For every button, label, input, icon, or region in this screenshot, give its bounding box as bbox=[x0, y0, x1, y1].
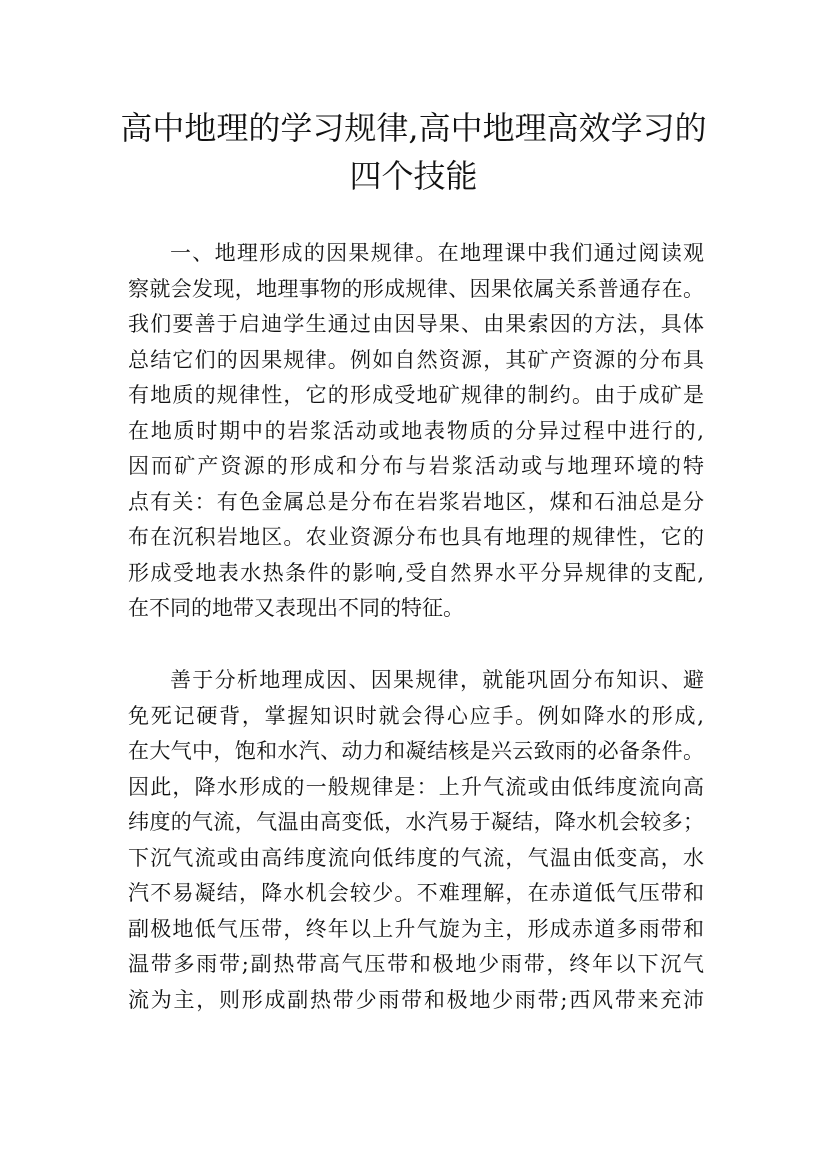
paragraph-line: 流为主，则形成副热带少雨带和极地少雨带;西风带来充沛 bbox=[128, 987, 704, 1012]
paragraph-precipitation bbox=[128, 663, 704, 1018]
paragraph-line: 布在沉积岩地区。农业资源分布也具有地理的规律性，它的 bbox=[128, 525, 704, 549]
paragraph-line: 有地质的规律性，它的形成受地矿规律的制约。由于成矿是 bbox=[128, 383, 704, 407]
paragraph-line: 汽不易凝结，降水机会较少。不难理解，在赤道低气压带和 bbox=[128, 881, 704, 905]
paragraph-line: 在地质时期中的岩浆活动或地表物质的分异过程中进行的, bbox=[128, 418, 704, 443]
paragraph-line: 总结它们的因果规律。例如自然资源，其矿产资源的分布具 bbox=[128, 347, 704, 372]
paragraph-line: 形成受地表水热条件的影响,受自然界水平分异规律的支配, bbox=[128, 560, 704, 585]
paragraph-line: 副极地低气压带，终年以上升气旋为主，形成赤道多雨带和 bbox=[128, 916, 704, 941]
paragraph-line: 我们要善于启迪学生通过由因导果、由果索因的方法，具体 bbox=[128, 312, 704, 336]
paragraph-line: 因此，降水形成的一般规律是：上升气流或由低纬度流向高 bbox=[128, 774, 704, 799]
paragraph-causal-laws bbox=[128, 236, 704, 627]
paragraph-line: 点有关：有色金属总是分布在岩浆岩地区，煤和石油总是分 bbox=[128, 489, 704, 514]
paragraph-line: 因而矿产资源的形成和分布与岩浆活动或与地理环境的特 bbox=[128, 454, 704, 478]
paragraph-line: 一、地理形成的因果规律。在地理课中我们通过阅读观 bbox=[170, 241, 704, 265]
paragraph-line: 善于分析地理成因、因果规律，就能巩固分布知识、避 bbox=[170, 668, 704, 692]
title-line: 高中地理的学习规律,高中地理高效学习的 bbox=[120, 109, 707, 147]
paragraph-line: 免死记硬背，掌握知识时就会得心应手。例如降水的形成, bbox=[128, 703, 704, 728]
paragraph-line: 纬度的气流，气温由高变低，水汽易于凝结，降水机会较多； bbox=[128, 810, 704, 834]
paragraph-line: 温带多雨带;副热带高气压带和极地少雨带，终年以下沉气 bbox=[128, 952, 704, 976]
paragraph-line: 察就会发现，地理事物的形成规律、因果依属关系普通存在。 bbox=[128, 276, 704, 301]
paragraph-line: 在不同的地带又表现出不同的特征。 bbox=[128, 596, 464, 620]
document-title bbox=[80, 104, 747, 200]
title-line: 四个技能 bbox=[349, 157, 478, 195]
paragraph-line: 在大气中，饱和水汽、动力和凝结核是兴云致雨的必备条件。 bbox=[128, 739, 704, 763]
paragraph-line: 下沉气流或由高纬度流向低纬度的气流，气温由低变高，水 bbox=[128, 845, 704, 870]
